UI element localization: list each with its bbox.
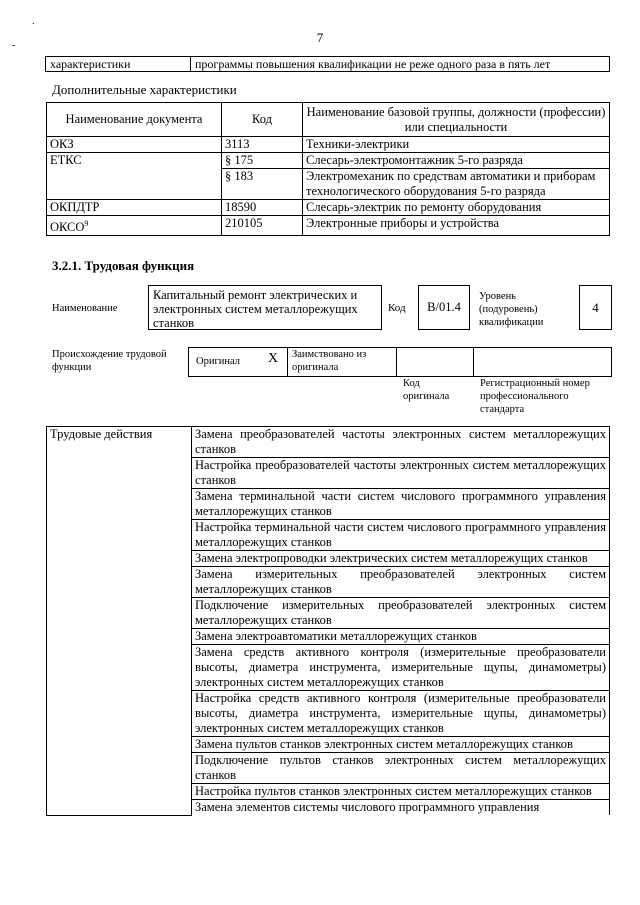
labor-action-item: Замена измерительных преобразователей электронных систем металлорежущих станков xyxy=(192,567,610,598)
code-cell: 210105 xyxy=(222,216,303,236)
scan-mark: . xyxy=(32,16,35,27)
labor-action-item: Замена пультов станков электронных систем металлорежущих станков xyxy=(192,737,610,753)
level-label: Уровень (подуровень) квалификации xyxy=(479,291,544,328)
name-cell: Слесарь-электромонтажник 5-го разряда xyxy=(303,153,610,169)
origin-label: Происхождение трудовой функции xyxy=(52,349,167,373)
doc-text: ОКСО xyxy=(50,220,85,235)
labor-action-item: Настройка средств активного контроля (измерительные преобразователи высоты, диаметра инструмента, измерительные щупы, динамометры) электронных систем металлорежущих станков xyxy=(192,691,610,737)
code-cell: 3113 xyxy=(222,137,303,153)
code-value: B/01.4 xyxy=(427,300,461,314)
continuation-left-cell: характеристики xyxy=(46,57,191,72)
name-cell: Техники-электрики xyxy=(303,137,610,153)
header-document: Наименование документа xyxy=(47,103,222,137)
labor-action-item: Замена средств активного контроля (измерительные преобразователи высоты, диаметра инструмента, измерительные щупы, динамометры) электронных систем металлорежущих станков xyxy=(192,645,610,691)
header-code: Код xyxy=(222,103,303,137)
level-box xyxy=(579,285,612,330)
code-cell: § 175 xyxy=(222,153,303,169)
continuation-row-table xyxy=(45,56,610,72)
original-label: Оригинал xyxy=(196,356,240,367)
table-row xyxy=(47,137,610,153)
doc-cell: ОКЗ xyxy=(47,137,222,153)
function-name-value: Капитальный ремонт электрических и электронных систем металлорежущих станков xyxy=(153,288,358,330)
labor-action-item: Подключение пультов станков электронных систем металлорежущих станков xyxy=(192,753,610,784)
continuation-right-cell: программы повышения квалификации не реже одного раза в пять лет xyxy=(191,57,610,72)
labor-action-item: Замена терминальной части систем числового программного управления металлорежущих станков xyxy=(192,489,610,520)
origin-box xyxy=(188,347,612,377)
labor-action-item: Замена электроавтоматики металлорежущих станков xyxy=(192,629,610,645)
divider xyxy=(473,347,474,377)
scan-mark: - xyxy=(12,40,16,51)
name-label: Наименование xyxy=(52,303,118,314)
footnote-mark: 9 xyxy=(84,219,89,228)
table-row xyxy=(47,200,610,216)
code-original-label: Код оригинала xyxy=(403,378,450,402)
divider xyxy=(287,347,288,377)
name-cell: Электромеханик по средствам автоматики и приборам технологического оборудования 5-го разряда xyxy=(303,169,610,200)
name-cell: Электронные приборы и устройства xyxy=(303,216,610,236)
page-number: 7 xyxy=(316,30,324,45)
header-group-name: Наименование базовой группы, должности (профессии) или специальности xyxy=(303,103,610,137)
labor-actions-label: Трудовые действия xyxy=(47,427,192,816)
code-cell: 18590 xyxy=(222,200,303,216)
section-title: 3.2.1. Трудовая функция xyxy=(52,258,195,273)
additional-characteristics-title: Дополнительные характеристики xyxy=(52,82,237,97)
code-box xyxy=(418,285,470,330)
labor-action-item: Настройка пультов станков электронных систем металлорежущих станков xyxy=(192,784,610,800)
divider xyxy=(396,347,397,377)
labor-action-item: Настройка преобразователей частоты электронных систем металлорежущих станков xyxy=(192,458,610,489)
function-name-box xyxy=(148,285,382,330)
original-mark: X xyxy=(268,351,279,366)
borrowed-label: Заимствовано из оригинала xyxy=(292,349,367,373)
codes-table xyxy=(46,102,610,236)
code-cell: § 183 xyxy=(222,169,303,200)
code-label: Код xyxy=(388,302,406,314)
doc-cell: ЕТКС xyxy=(47,153,222,200)
table-row xyxy=(47,216,610,236)
name-cell: Слесарь-электрик по ремонту оборудования xyxy=(303,200,610,216)
table-row xyxy=(47,153,610,169)
table-row xyxy=(47,427,610,458)
doc-cell xyxy=(47,216,222,236)
doc-cell: ОКПДТР xyxy=(47,200,222,216)
labor-action-item: Замена преобразователей частоты электронных систем металлорежущих станков xyxy=(192,427,610,458)
labor-action-item: Замена элементов системы числового программного управления xyxy=(192,800,610,816)
labor-actions-table xyxy=(46,426,610,816)
labor-action-item: Подключение измерительных преобразователей электронных систем металлорежущих станков xyxy=(192,598,610,629)
reg-number-label: Регистрационный номер профессионального стандарта xyxy=(480,378,590,415)
level-value: 4 xyxy=(592,300,599,315)
labor-action-item: Замена электропроводки электрических систем металлорежущих станков xyxy=(192,551,610,567)
labor-action-item: Настройка терминальной части систем числового программного управления металлорежущих станков xyxy=(192,520,610,551)
